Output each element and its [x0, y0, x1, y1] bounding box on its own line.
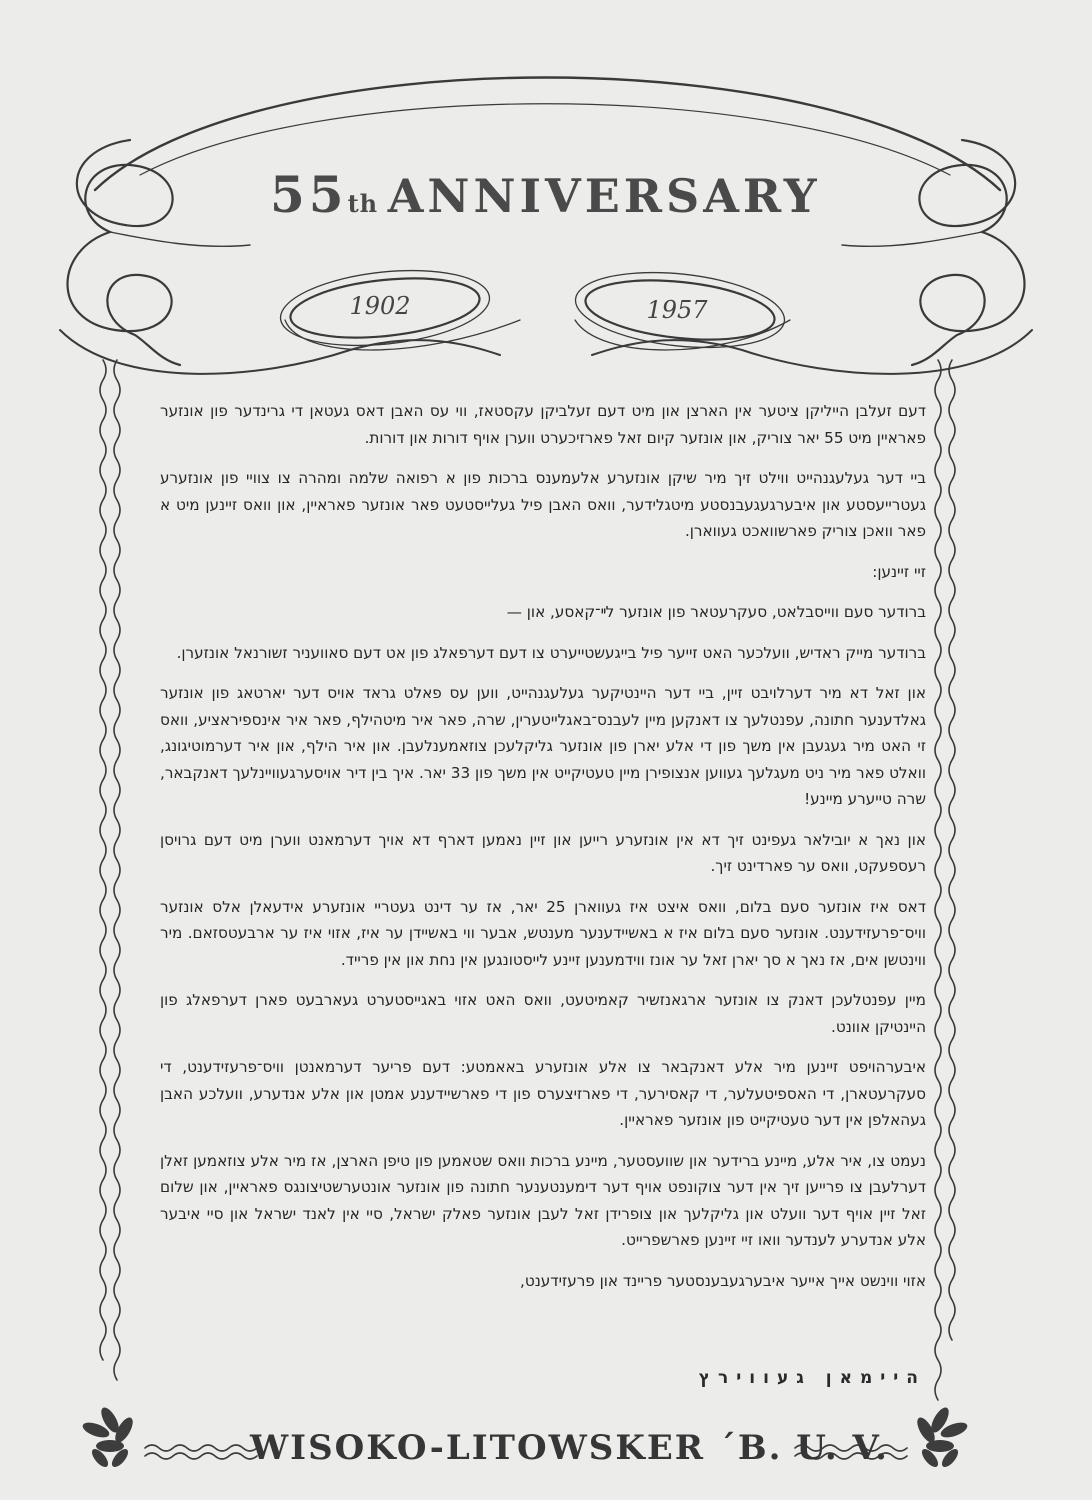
paragraph: ביי דער געלעגנהייט ווילט זיך מיר שיקן אונזערע אלעמענס ברכות פון א רפואה שלמה ומהרה צו צוויי פון אונזערע געטרייעסטע און איבערגעגעבנסטע מיטגלידער, וואס האבן פיל געלייסטעט פאר אונזער פאראיין, און וואס זיינען מיט א פאר וואכן צוריק פארשוואכט געווארן. [160, 469, 926, 540]
year-start: 1902 [349, 292, 411, 320]
paragraph: זיי זיינען: [872, 562, 926, 581]
year-end: 1957 [646, 296, 708, 324]
paragraph: און נאך א יובילאר געפינט זיך דא אין אונזערע רייען און זיין נאמען דארף דא אויך דערמאנט ווערן מיט דעם גרויסן רעספעקט, וואס ער פארדינט זיך. [160, 830, 926, 875]
title-word: ANNIVERSARY [387, 169, 821, 223]
bottom-wave-left [145, 1445, 257, 1451]
right-ribbon [935, 360, 941, 1400]
paragraph: איבערהויפט זיינען מיר אלע דאנקבאר צו אלע אונזערע באאמטע: דעם פריער דערמאנטן וויס־פרעזידענט, די סעקרעטארן, די האספיטעלער, די קאסירער, די פארזיצערס פון די פארשיידענע אמטן און אלע אנדערע, וועלכע האבן געהאלפן אין דער טעטיקייט פון אונזער פאראיין. [160, 1058, 926, 1129]
left-scroll [68, 140, 181, 365]
paragraph: ברודער סעם ווייסבלאט, סעקרעטאר פון אונזער לײ־קאסע, און — [506, 603, 926, 621]
paragraph: דעם זעלבן הייליקן ציטער אין הארצן און מיט דעם זעלביקן עקסטאז, ווי עס האבן דאס געטאן די גרינדער פון אונזער פאראיין מיט 55 יאר צוריק, און אונזער קיום זאל פארזיכערט ווערן אויף דורות און דורות. [160, 402, 926, 447]
paragraph: נעמט צו, איר אלע, מיינע ברידער און שוועסטער, מיינע ברכות וואס שטאמען פון טיפן הארצן, אז מיר אלע צוזאמען זאלן דערלעבן צו פרייען זיך אין דער צוקונפט אויף דער דימענטענער חתונה פון אונזער אונטערשטיצונגס פאראיין, און שלום זאל זיין אויף דער וועלט און גליקלעך און צופרידן זאל לעבן אונזער פאלק ישראל, סיי אין לאנד ישראל און סיי איבער אלע אנדערע לענדער וואו זיי זיינען פארשפרייט. [160, 1151, 926, 1249]
title-ordinal: th [347, 189, 379, 218]
letter-body [160, 398, 926, 1356]
leaf-ornament-left [81, 1405, 136, 1470]
signature: היימאן געווירץ [698, 1368, 926, 1388]
organization-name: WISOKO-LITOWSKER ´B. U. V. [250, 1428, 889, 1468]
page-title [270, 165, 821, 235]
paragraph: מיין עפנטלעכן דאנק צו אונזער ארגאנזשיר קאמיטעט, וואס האט אזוי באגייסטערט געארבעט פארן דערפאלג פון היינטיקן אוונט. [160, 991, 926, 1036]
paragraph: און זאל דא מיר דערלויבט זיין, ביי דער היינטיקער געלעגנהייט, ווען עס פאלט גראד אויס דער יארטאג פון אונזער גאלדענער חתונה, עפנטלעך צו דאנקען מיין לעבנס־באגלייטערין, שרה, פאר איר מיטהילף, פאר איר אינספיראציע, וואס זי האט מיר געגעבן אין משך פון די אלע יארן פון אונזער גליקלעכן צוזאמענלעבן. און איר הילף, און איר דערמוטיגונג, וואלט פאר מיר ניט מעגלעך געווען אנצופירן מיין טעטיקייט אין משך פון 33 יאר. איך בין דיר אויסערגעוויינלעך דאנקבאר, שרה טייערע מיינע! [160, 684, 926, 808]
leaf-ornament-right [914, 1405, 969, 1470]
left-ribbon [100, 360, 106, 1360]
right-scroll [912, 140, 1025, 365]
paragraph: ברודער מייק ראדיש, וועלכער האט זייער פיל בייגעשטייערט צו דעם דערפאלג פון אט דעם סאוועניר זשורנאל אונזערן. [176, 643, 926, 662]
paragraph: דאס איז אונזער סעם בלום, וואס איצט איז געווארן 25 יאר, אז ער דינט געטריי אונזערע אידעאלן אלס אונזער וויס־פרעזידענט. אונזער סעם בלום איז א באשיידענער מענטש, אבער ווי באשיידן ער איז, אזוי איז ער ארבעטסזאם. מיר ווינטשן אים, אז נאך א סך יארן זאל ער אונז ווידמענען זיינע לייסטונגען אין נחת און אין פרייד. [160, 897, 926, 969]
paragraph: אזוי ווינשט אייך אייער איבערגעבענסטער פריינד און פרעזידענט, [520, 1271, 926, 1290]
title-number: 55 [270, 165, 348, 224]
